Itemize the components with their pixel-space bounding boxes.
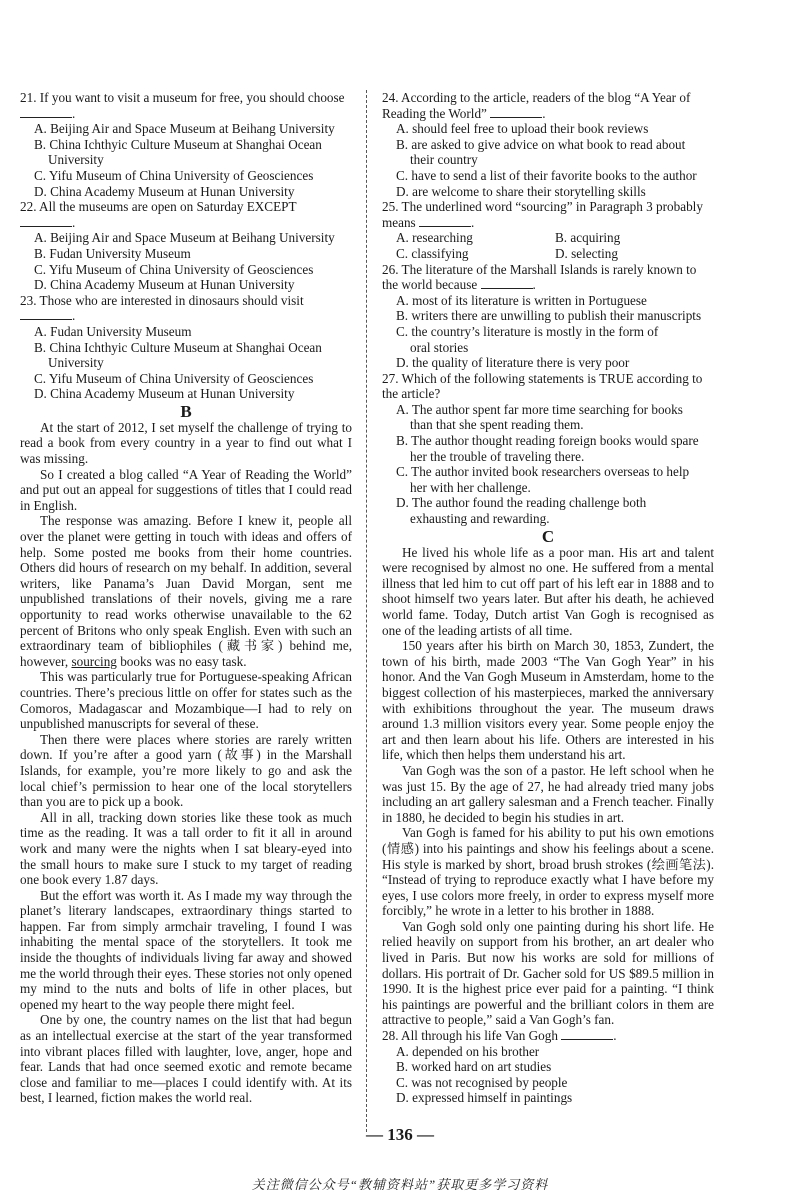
passage-c-paragraph: Van Gogh sold only one painting during his short life. He relied heavily on support from his brother, an art dealer who lived in Paris. But now his works are sold for millions of dollars. His portrait of Dr. Gacher sold for US $89.5 million in 1990. It is the highest price ever paid for a painting. “I think his paintings are powerful and the brilliant colors in them are attractive to people,” said a Van Gogh’s fan. [382, 918, 714, 1028]
option: D. The author found the reading challenge both [396, 495, 647, 511]
passage-b-paragraph: Then there were places where stories are rarely written down. If you’re after a good yarn (故事) in the Marshall Islands, for example, you’re more likely to go and ask the local chief’s permission to hear one of the local storytellers than you are to pick up a book. [20, 731, 352, 810]
section-heading-c: C [541, 526, 555, 546]
option: B. The author thought reading foreign books would spare [396, 433, 699, 449]
answer-blank [20, 309, 72, 320]
passage-b-paragraph: All in all, tracking down stories like these took as much time as the reading. It was a tall order to fit it all in around work and many were the nights when I sat bleary-eyed into the small hours to make sure I stuck to my target of reading one book every 1.87 days. [20, 809, 352, 888]
option: D. expressed himself in paintings [396, 1090, 573, 1106]
option: C. Yifu Museum of China University of Geosciences [34, 370, 314, 386]
option: C. the country’s literature is mostly in the form of [396, 323, 659, 339]
option: B. are asked to give advice on what book to read about [396, 136, 686, 152]
section-heading-b: B [180, 401, 192, 421]
passage-b-paragraph: This was particularly true for Portuguese-speaking African countries. There’s precious little on offer for states such as the Comoros, Madagascar and Mozambique—I had to rely on unpublished manuscripts for several of these. [20, 669, 352, 732]
answer-blank [20, 107, 72, 118]
passage-b-paragraph: So I created a blog called “A Year of Reading the World” and put out an appeal for suggestions of titles that I could read in English. [20, 466, 352, 513]
option: D. the quality of literature there is very poor [396, 355, 630, 371]
answer-blank [481, 278, 533, 289]
option: D. selecting [555, 245, 618, 261]
option: A. Fudan University Museum [34, 323, 192, 339]
option: B. writers there are unwilling to publish their manuscripts [396, 308, 702, 324]
page-number: — 136 — [366, 1125, 434, 1144]
right-column [382, 90, 714, 1106]
option: A. The author spent far more time searching for books [396, 401, 683, 417]
option: A. researching [396, 230, 473, 246]
question-27: 27. Which of the following statements is TRUE according to the article? [382, 370, 703, 402]
option-continued: their country [410, 152, 478, 168]
passage-b-paragraph: The response was amazing. Before I knew it, people all over the planet were getting in touch with ideas and offers of help. Some posted me books from their home countries. Others did hours of research on my behalf. In addition, several writers, like Panama’s Juan David Morgan, sent me unpublished translations of their novels, giving me a rare opportunity to read works otherwise unavailable to the 62 percent of Britons who only speak English. Even with such an extraordinary team of bibliophiles (藏书家) behind me, however, sourcing books was no easy task. [20, 513, 352, 669]
option: C. Yifu Museum of China University of Geosciences [34, 167, 314, 183]
passage-c-paragraph: He lived his whole life as a poor man. His art and talent were recognised by almost no one. He suffered from a mental illness that led him to cut off part of his left ear in 1888 and to shoot himself two years later. But after his death, he achieved world fame. Today, Dutch artist Van Gogh is recognised as one of the leading artists of all time. [382, 544, 714, 638]
option: A. Beijing Air and Space Museum at Beihang University [34, 121, 335, 137]
question-21: 21. If you want to visit a museum for free, you should choose . [20, 90, 345, 121]
option-continued: oral stories [410, 339, 469, 355]
option-continued: than that she spent reading them. [410, 417, 584, 433]
option: D. China Academy Museum at Hunan University [34, 183, 295, 199]
passage-c-paragraph: Van Gogh is famed for his ability to put his own emotions (情感) into his paintings and show his feelings about a scene. His style is marked by short, broad brush strokes (绘画笔法). “Instead of trying to reproduce exactly what I have before my eyes, I use colors more freely, in order to express myself more forcibly,” he wrote in a letter to his brother in 1888. [382, 825, 714, 919]
left-column [20, 90, 352, 1106]
answer-blank [419, 216, 471, 227]
option: B. China Ichthyic Culture Museum at Shanghai Ocean [34, 136, 322, 152]
question-22: 22. All the museums are open on Saturday EXCEPT . [20, 199, 297, 230]
option: A. should feel free to upload their book reviews [396, 121, 649, 137]
option: D. China Academy Museum at Hunan University [34, 386, 295, 402]
option: C. have to send a list of their favorite books to the author [396, 167, 697, 183]
option: A. depended on his brother [396, 1043, 540, 1059]
passage-b-paragraph: At the start of 2012, I set myself the challenge of trying to read a book from every country in a year to find out what I was missing. [20, 419, 352, 467]
underlined-word: sourcing [71, 653, 117, 669]
option-continued: her with her challenge. [410, 479, 531, 495]
option: A. most of its literature is written in Portuguese [396, 292, 647, 308]
passage-b-paragraph: One by one, the country names on the list that had begun as an intellectual exercise at the start of the year transformed into vibrant places filled with laughter, love, anger, hope and fear. Lands that had once seemed exotic and remote became close and familiar to me—places I could identify with. At its best, I learned, fiction makes the world real. [20, 1012, 352, 1106]
question-24: 24. According to the article, readers of the blog “A Year of Reading the World” . [382, 90, 691, 121]
option: D. are welcome to share their storytelling skills [396, 183, 646, 199]
option-continued: University [48, 355, 104, 371]
option: C. classifying [396, 245, 469, 261]
passage-c-paragraph: 150 years after his birth on March 30, 1853, Zundert, the town of his birth, made 2003 “The Van Gogh Year” in his honor. And the Van Gogh Museum in Amsterdam, home to the biggest collection of his masterpieces, marked the anniversary with exhibitions throughout the year. The museum draws around 1.3 million visitors every year. Some people enjoy the art and then learn about his life. Others are interested in his life, which then helps them understand his art. [382, 638, 714, 763]
question-28: 28. All through his life Van Gogh . [382, 1028, 617, 1044]
option-row [396, 246, 714, 262]
question-25: 25. The underlined word “sourcing” in Paragraph 3 probably means . [382, 199, 703, 230]
option: B. Fudan University Museum [34, 245, 191, 261]
option: D. China Academy Museum at Hunan University [34, 277, 295, 293]
option: C. The author invited book researchers overseas to help [396, 464, 690, 480]
option: C. Yifu Museum of China University of Geosciences [34, 261, 314, 277]
option-continued: her the trouble of traveling there. [410, 448, 585, 464]
answer-blank [561, 1029, 613, 1040]
option: B. China Ichthyic Culture Museum at Shanghai Ocean [34, 339, 322, 355]
answer-blank [490, 107, 542, 118]
option: B. worked hard on art studies [396, 1059, 552, 1075]
option: A. Beijing Air and Space Museum at Beihang University [34, 230, 335, 246]
footer-note: 关注微信公众号“教辅资料站”获取更多学习资料 [251, 1177, 549, 1192]
question-26: 26. The literature of the Marshall Islands is rarely known to the world because . [382, 261, 697, 293]
column-divider [366, 90, 367, 1132]
answer-blank [20, 216, 72, 227]
option-row [396, 230, 714, 246]
option: B. acquiring [555, 230, 621, 246]
passage-b-paragraph: But the effort was worth it. As I made my way through the planet’s literary landscapes, extraordinary things started to happen. Far from simply armchair traveling, I found I was inhabiting the mental space of the storytellers. It took me inside the thoughts of individuals living far away and showed me the world through their eyes. These stories not only opened my mind to the nuts and bolts of life in other places, but opened my heart to the way people there might feel. [20, 887, 352, 1012]
option-continued: University [48, 152, 104, 168]
option-continued: exhausting and rewarding. [410, 511, 550, 527]
question-23: 23. Those who are interested in dinosaurs should visit . [20, 292, 304, 324]
option: C. was not recognised by people [396, 1074, 568, 1090]
passage-c-paragraph: Van Gogh was the son of a pastor. He left school when he was just 15. By the age of 27, he had already tried many jobs including an art gallery salesman and a French teacher. Finally in 1880, he decided to begin his studies in art. [382, 762, 714, 825]
